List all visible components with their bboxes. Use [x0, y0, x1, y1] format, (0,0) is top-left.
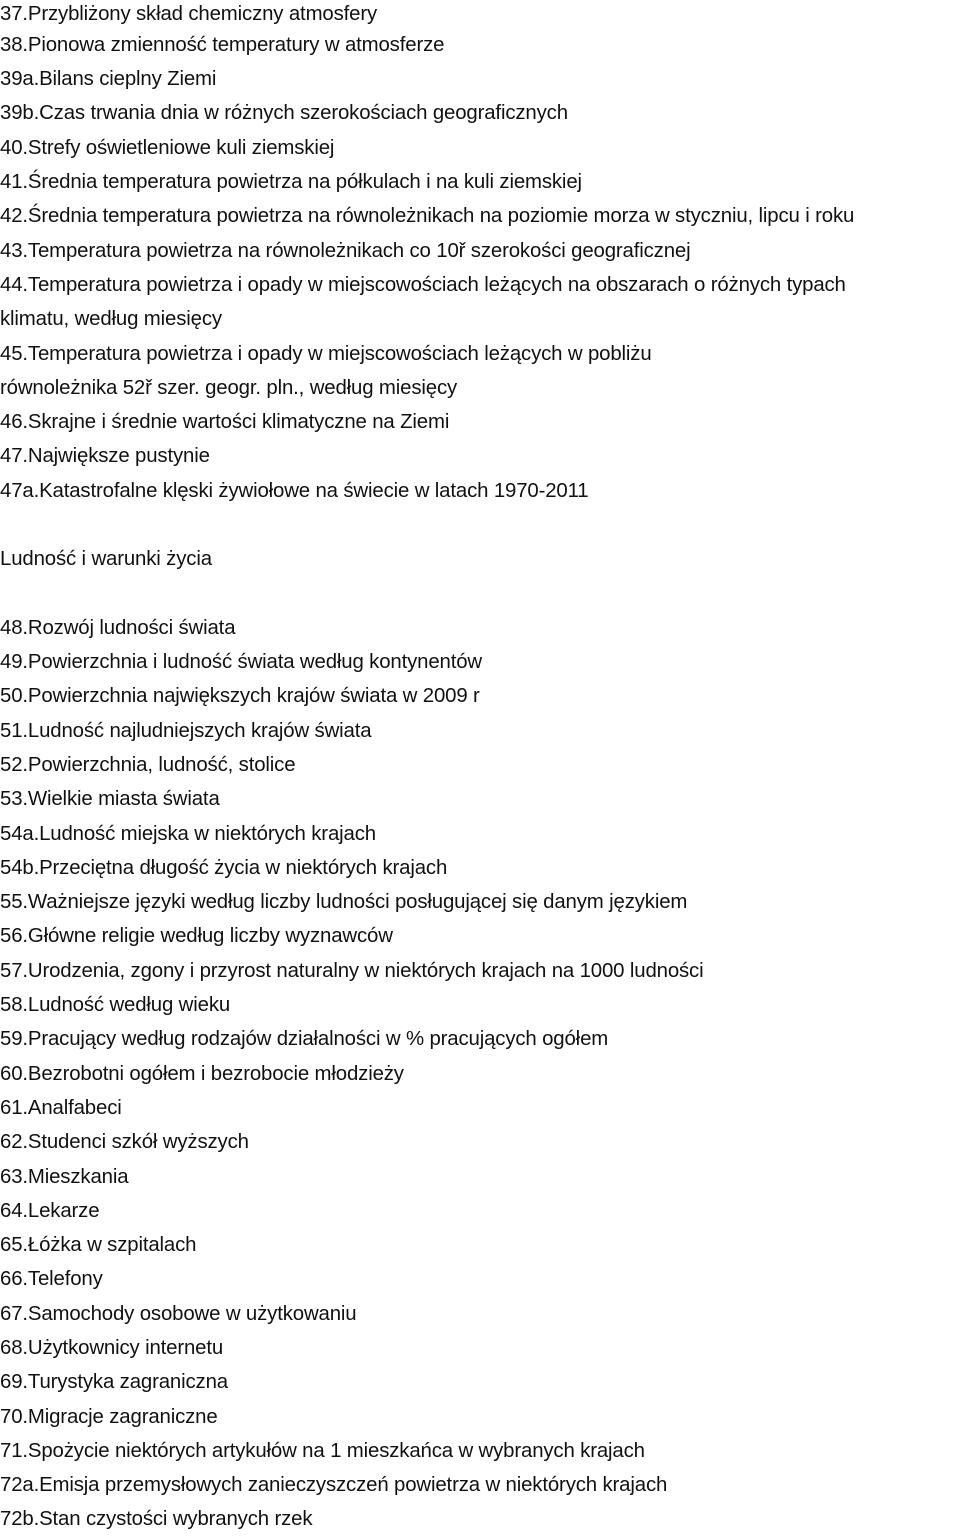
list-item: 68.Użytkownicy internetu [0, 1337, 224, 1359]
list-item: 44.Temperatura powietrza i opady w miejscowościach leżących na obszarach o różnych typach [0, 274, 846, 296]
list-item: 54b.Przeciętna długość życia w niektórych krajach [0, 857, 448, 879]
list-item: 67.Samochody osobowe w użytkowaniu [0, 1303, 357, 1325]
list-item: 49.Powierzchnia i ludność świata według kontynentów [0, 651, 483, 673]
list-item: 72a.Emisja przemysłowych zanieczyszczeń powietrza w niektórych krajach [0, 1474, 668, 1496]
list-item-continuation: równoleżnika 52ř szer. geogr. pln., według miesięcy [0, 377, 458, 399]
list-item: 54a.Ludność miejska w niektórych krajach [0, 823, 376, 845]
list-item: 69.Turystyka zagraniczna [0, 1371, 228, 1393]
list-item: 72b.Stan czystości wybranych rzek [0, 1508, 313, 1530]
list-item: 42.Średnia temperatura powietrza na równoleżnikach na poziomie morza w styczniu, lipcu i roku [0, 205, 855, 227]
list-item: 46.Skrajne i średnie wartości klimatyczne na Ziemi [0, 411, 450, 433]
list-item: 57.Urodzenia, zgony i przyrost naturalny w niektórych krajach na 1000 ludności [0, 960, 704, 982]
list-item: 58.Ludność według wieku [0, 994, 231, 1016]
list-item: 55.Ważniejsze języki według liczby ludności posługującej się danym językiem [0, 891, 688, 913]
list-item: 39a.Bilans cieplny Ziemi [0, 68, 217, 90]
list-item: 38.Pionowa zmienność temperatury w atmosferze [0, 34, 445, 56]
list-item: 63.Mieszkania [0, 1166, 129, 1188]
list-item: 56.Główne religie według liczby wyznawców [0, 925, 393, 947]
list-item: 61.Analfabeci [0, 1097, 122, 1119]
list-item: 45.Temperatura powietrza i opady w miejscowościach leżących w pobliżu [0, 343, 652, 365]
list-item: 51.Ludność najludniejszych krajów świata [0, 720, 372, 742]
list-item: 60.Bezrobotni ogółem i bezrobocie młodzieży [0, 1063, 404, 1085]
list-item: 64.Lekarze [0, 1200, 100, 1222]
list-item: 59.Pracujący według rodzajów działalności w % pracujących ogółem [0, 1028, 609, 1050]
list-item: 41.Średnia temperatura powietrza na półkulach i na kuli ziemskiej [0, 171, 582, 193]
list-item: 47.Największe pustynie [0, 445, 210, 467]
list-item: 39b.Czas trwania dnia w różnych szerokościach geograficznych [0, 102, 568, 124]
list-item: 40.Strefy oświetleniowe kuli ziemskiej [0, 137, 335, 159]
list-item: 37.Przybliżony skład chemiczny atmosfery [0, 3, 378, 25]
list-item: 52.Powierzchnia, ludność, stolice [0, 754, 296, 776]
list-item: 62.Studenci szkół wyższych [0, 1131, 249, 1153]
list-item: 71.Spożycie niektórych artykułów na 1 mieszkańca w wybranych krajach [0, 1440, 645, 1462]
list-item: 66.Telefony [0, 1268, 103, 1290]
list-item: 53.Wielkie miasta świata [0, 788, 220, 810]
list-item: 65.Łóżka w szpitalach [0, 1234, 197, 1256]
list-item: 50.Powierzchnia największych krajów świata w 2009 r [0, 685, 480, 707]
list-item: 47a.Katastrofalne klęski żywiołowe na świecie w latach 1970-2011 [0, 480, 589, 502]
list-item-continuation: klimatu, według miesięcy [0, 308, 222, 330]
list-item: 43.Temperatura powietrza na równoleżnikach co 10ř szerokości geograficznej [0, 240, 691, 262]
list-item: 70.Migracje zagraniczne [0, 1406, 218, 1428]
section-heading: Ludność i warunki życia [0, 548, 212, 570]
list-item: 48.Rozwój ludności świata [0, 617, 236, 639]
